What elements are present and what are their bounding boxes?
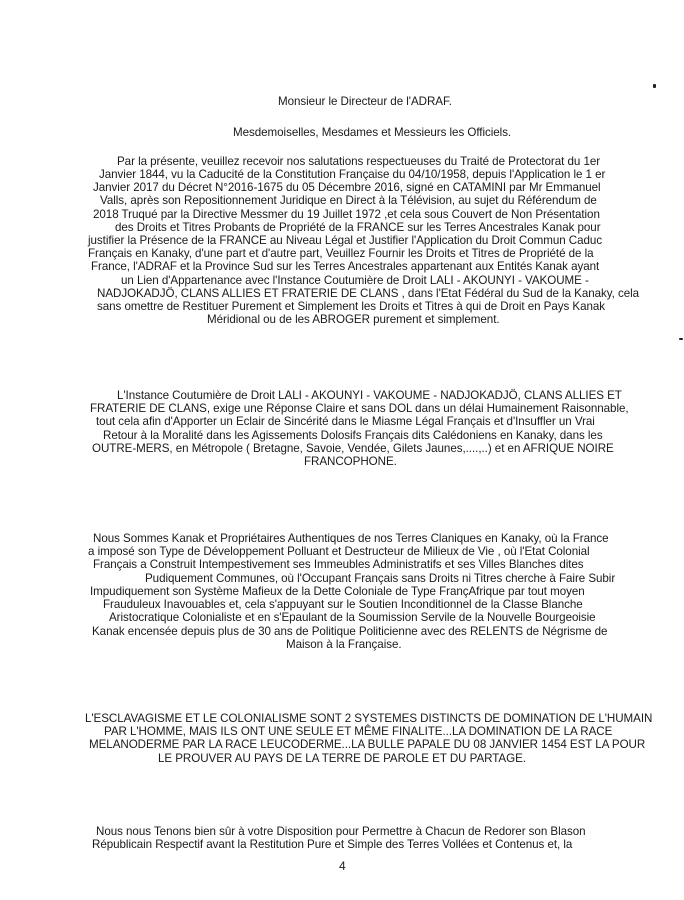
paragraph-line: Français en Kanaky, d'une part et d'autre part, Veuillez Fournir les Droits et Titres de Propriété de la bbox=[88, 247, 594, 260]
paragraph-line: Républicain Respectif avant la Restitution Pure et Simple des Terres Vollées et Contenus et, la bbox=[92, 838, 573, 851]
paragraph-line: Nous nous Tenons bien sûr à votre Disposition pour Permettre à Chacun de Redorer son Blason bbox=[96, 825, 586, 838]
paragraph-line: L'ESCLAVAGISME ET LE COLONIALISME SONT 2 SYSTEMES DISTINCTS DE DOMINATION DE L'HUMAIN bbox=[85, 712, 653, 725]
paragraph-line: Impudiquement son Système Mafieux de la Dette Coloniale de Type FrançAfrique par tout moyen bbox=[90, 585, 585, 598]
paragraph-line: a imposé son Type de Développement Polluant et Destructeur de Milieux de Vie , où l'Etat Colonial bbox=[88, 545, 590, 558]
paragraph-line: Aristocratique Colonialiste et en s'Epaulant de la Soumission Servile de la Nouvelle Bourgeoisie bbox=[109, 611, 596, 624]
paragraph-line: 2018 Truqué par la Directive Messmer du 19 Juillet 1972 ,et cela sous Couvert de Non Présentation bbox=[93, 208, 600, 221]
paragraph-line: MELANODERME PAR LA RACE LEUCODERME...LA BULLE PAPALE DU 08 JANVIER 1454 EST LA POUR bbox=[89, 738, 646, 751]
paragraph-line: OUTRE-MERS, en Métropole ( Bretagne, Savoie, Vendée, Gilets Jaunes,....,..) et en AFRIQUE NOIRE bbox=[92, 442, 614, 455]
paragraph-line: Frauduleux Inavouables et, cela s'appuyant sur le Soutien Inconditionnel de la Classe Blanche bbox=[103, 598, 583, 611]
paragraph-line: Français a Construit Intempestivement ses Immeubles Administratifs et ses Villes Blanches dites bbox=[93, 558, 584, 571]
paragraph-line: FRATERIE DE CLANS, exige une Réponse Claire et sans DOL dans un délai Humainement Raisonnable, bbox=[90, 402, 629, 415]
scan-speck-right bbox=[679, 338, 683, 340]
paragraph-line: Maison à la Française. bbox=[286, 638, 402, 651]
paragraph-line: France, l'ADRAF et la Province Sud sur les Terres Ancestrales appartenant aux Entités Kanak ayant bbox=[91, 260, 600, 273]
scan-speck-top-right bbox=[653, 84, 656, 88]
paragraph-line: tout cela afin d'Apporter un Eclair de Sincérité dans le Miasme Légal Français et d'Insuffler un Vrai bbox=[96, 415, 595, 428]
paragraph-line: FRANCOPHONE. bbox=[304, 455, 397, 468]
paragraph-line: Valls, après son Repositionnement Juridique en Direct à la Télévision, au sujet du Référendum de bbox=[100, 194, 597, 207]
paragraph-line: LE PROUVER AU PAYS DE LA TERRE DE PAROLE ET DU PARTAGE. bbox=[158, 752, 526, 765]
paragraph-line: un Lien d'Appartenance avec l'Instance Coutumière de Droit LALI - AKOUNYI - VAKOUME - bbox=[121, 274, 589, 287]
paragraph-line: Janvier 2017 du Décret N°2016-1675 du 05 Décembre 2016, signé en CATAMINI par Mr Emmanuel bbox=[93, 181, 601, 194]
paragraph-line: Par la présente, veuillez recevoir nos salutations respectueuses du Traité de Protectorat du 1er bbox=[117, 155, 601, 168]
paragraph-line: PAR L'HOMME, MAIS ILS ONT UNE SEULE ET MÊME FINALITE...LA DOMINATION DE LA RACE bbox=[104, 725, 613, 738]
paragraph-line: Kanak encensée depuis plus de 30 ans de Politique Politicienne avec des RELENTS de Négrisme de bbox=[92, 625, 608, 638]
page-number: 4 bbox=[339, 859, 346, 873]
paragraph-line: des Droits et Titres Probants de Propriété de la FRANCE sur les Terres Ancestrales Kanak pour bbox=[115, 221, 601, 234]
paragraph-line: L'Instance Coutumière de Droit LALI - AKOUNYI - VAKOUME - NADJOKADJÖ, CLANS ALLIES ET bbox=[117, 389, 622, 402]
paragraph-line: sans omettre de Restituer Purement et Simplement les Droits et Titres à qui de Droit en Pays Kanak bbox=[97, 300, 606, 313]
paragraph-line: Retour à la Moralité dans les Agissements Dolosifs Français dits Calédoniens en Kanaky, dans les bbox=[103, 429, 603, 442]
salutation: Monsieur le Directeur de l'ADRAF. bbox=[278, 95, 452, 108]
greeting: Mesdemoiselles, Mesdames et Messieurs les Officiels. bbox=[233, 126, 512, 139]
paragraph-line: Méridional ou de les ABROGER purement et simplement. bbox=[207, 313, 500, 326]
paragraph-line: Janvier 1844, vu la Caducité de la Constitution Française du 04/10/1958, depuis l'Application le 1 er bbox=[99, 168, 606, 181]
paragraph-line: justifier la Présence de la FRANCE au Niveau Légal et Justifier l'Application du Droit Commun Caduc bbox=[88, 234, 603, 247]
paragraph-line: NADJOKADJÖ, CLANS ALLIES ET FRATERIE DE CLANS , dans l'Etat Fédéral du Sud de la Kanaky, cela bbox=[97, 287, 640, 300]
paragraph-line: Pudiquement Communes, où l'Occupant Français sans Droits ni Titres cherche à Faire Subir bbox=[145, 572, 616, 585]
paragraph-line: Nous Sommes Kanak et Propriétaires Authentiques de nos Terres Claniques en Kanaky, où la France bbox=[93, 532, 609, 545]
